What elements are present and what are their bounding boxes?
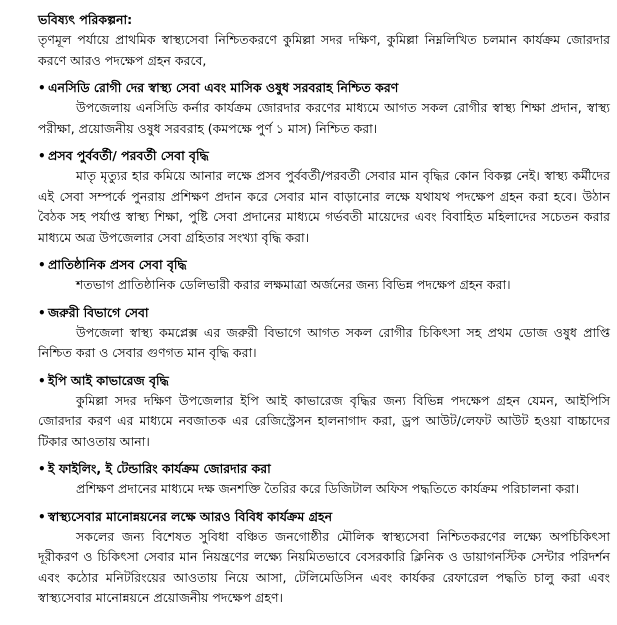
bullet-icon: • <box>38 373 46 388</box>
section-title-text: এনসিডি রোগী দের স্বাস্থ্য সেবা এবং মাসিক ওষুধ সরবরাহ নিশ্চিত করণ <box>48 80 399 95</box>
section-title-text: ইপি আই কাভারেজ বৃদ্ধি <box>48 372 169 388</box>
section-title-text: জরুরী বিভাগে সেবা <box>48 304 149 320</box>
section-title <box>38 459 610 479</box>
document-page <box>38 10 610 609</box>
section-body: কুমিল্লা সদর দক্ষিণ উপজেলার ইপি আই কাভারেজ বৃদ্ধির জন্য বিভিন্ন পদক্ষেপ গ্রহন যেমন, আইপিসি জোরদার করণ এর মাধ্যমে নবজাতক এর রেজিস্ট্রেসন হালনাগাদ করা, ড্রপ আউট/লেফট আউট হওয়া বাচ্চাদের টিকার আওতায় আনা। <box>38 392 610 449</box>
section-title-text: প্রসব পুর্ববর্তী/ পরবর্তী সেবা বৃদ্ধি <box>48 148 209 163</box>
section-title-text: স্বাস্থ্যসেবার মানোন্নয়নের লক্ষে আরও বিবিধ কার্যক্রম গ্রহন <box>48 508 333 524</box>
section-body: উপজেলায় এনসিডি কর্নার কার্যক্রম জোরদার করণের মাধ্যমে আগত সকল রোগীর স্বাস্থ্য শিক্ষা প্রদান, স্বাস্থ্য পরীক্ষা, প্রয়োজনীয় ওষুধ সরবরাহ (কমপক্ষে পুর্ণ ১ মাস) নিশ্চিত করা। <box>38 100 610 136</box>
bullet-icon: • <box>38 149 46 163</box>
bullet-icon: • <box>38 509 46 524</box>
intro-paragraph: তৃণমূল পর্যায়ে প্রাথমিক স্বাস্থ্যসেবা নিশ্চিতকরণে কুমিল্লা সদর দক্ষিণ, কুমিল্লা নিম্নলিখিত চলমান কার্যক্রম জোরদার করণে আরও পদক্ষেপ গ্রহন করবে, <box>38 32 610 68</box>
section-title-text: প্রাতিষ্ঠানিক প্রসব সেবা বৃদ্ধি <box>48 257 187 272</box>
section-title <box>38 78 610 98</box>
section-title <box>38 507 610 527</box>
section-title <box>38 371 610 391</box>
section-body: মাতৃ মৃত্যুর হার কমিয়ে আনার লক্ষে প্রসব পুর্ববর্তী/পরবর্তী সেবার মান বৃদ্ধির কোন বিকল্প নেই। স্বাস্থ্য কর্মীদের এই সেবা সম্পর্কে পুনরায় প্রশিক্ষণ প্রদান করে সেবার মান বাড়ানোর লক্ষে যথাযথ পদক্ষেপ গ্রহন করা হবে। উঠান বৈঠক সহ পর্যাপ্ত স্বাস্থ্য শিক্ষা, পুষ্টি সেবা প্রদানের মাধ্যমে গর্ভবতী মায়েদের এবং বিবাহিত মহিলাদের সচেতন করার মাধ্যমে অত্র উপজেলার সেবা গ্রহিতার সংখ্যা বৃদ্ধি করা। <box>38 168 610 245</box>
bullet-icon: • <box>38 462 46 476</box>
section-e-filing <box>38 459 610 500</box>
section-institutional-delivery <box>38 255 610 296</box>
section-emergency <box>38 303 610 364</box>
section-body: উপজেলা স্বাস্থ্য কমপ্লেক্স এর জরুরী বিভাগে আগত সকল রোগীর চিকিৎসা সহ প্রথম ডোজ ওষুধ প্রাপ্তি নিশ্চিত করা ও সেবার গুণগত মান বৃদ্ধি করা। <box>38 324 610 360</box>
section-ncd <box>38 78 610 139</box>
section-misc-programs <box>38 507 610 609</box>
section-maternal-care <box>38 146 610 248</box>
section-epi-coverage <box>38 371 610 453</box>
section-body: প্রশিক্ষণ প্রদানের মাধ্যমে দক্ষ জনশক্তি তৈরির করে ডিজিটাল অফিস পদ্ধতিতে কার্যক্রম পরিচালনা করা। <box>76 481 580 496</box>
section-body: সকলের জন্য বিশেষত সুবিধা বঞ্চিত জনগোষ্ঠীর মৌলিক স্বাস্থ্যসেবা নিশ্চিতকরণের লক্ষ্যে অপচিকিৎসা দূরীকরণ ও চিকিৎসা সেবার মান নিয়ন্ত্রণের লক্ষ্যে নিয়মিতভাবে বেসরকারি ক্লিনিক ও ডায়াগনস্টিক সেন্টার পরিদর্শন এবং কঠোর মনিটরিংয়ের আওতায় নিয়ে আসা, টেলিমেডিসিন এবং কার্যকর রেফারেল পদ্ধতি চালু করা এবং স্বাস্থ্যসেবার মানোন্নয়নে প্রয়োজনীয় পদক্ষেপ গ্রহণ। <box>38 528 610 605</box>
section-body: শতভাগ প্রাতিষ্ঠানিক ডেলিভারী করার লক্ষমাত্রা অর্জনের জন্য বিভিন্ন পদক্ষেপ গ্রহন করা। <box>76 277 511 292</box>
page-heading: ভবিষ্যৎ পরিকল্পনা: <box>38 12 133 27</box>
section-title <box>38 303 610 323</box>
bullet-icon: • <box>38 81 46 95</box>
section-title-text: ই ফাইলিং, ই টেন্ডারিং কার্যক্রম জোরদার করা <box>48 461 271 476</box>
section-title <box>38 146 610 166</box>
section-title <box>38 255 610 275</box>
bullet-icon: • <box>38 305 46 320</box>
bullet-icon: • <box>38 258 46 272</box>
